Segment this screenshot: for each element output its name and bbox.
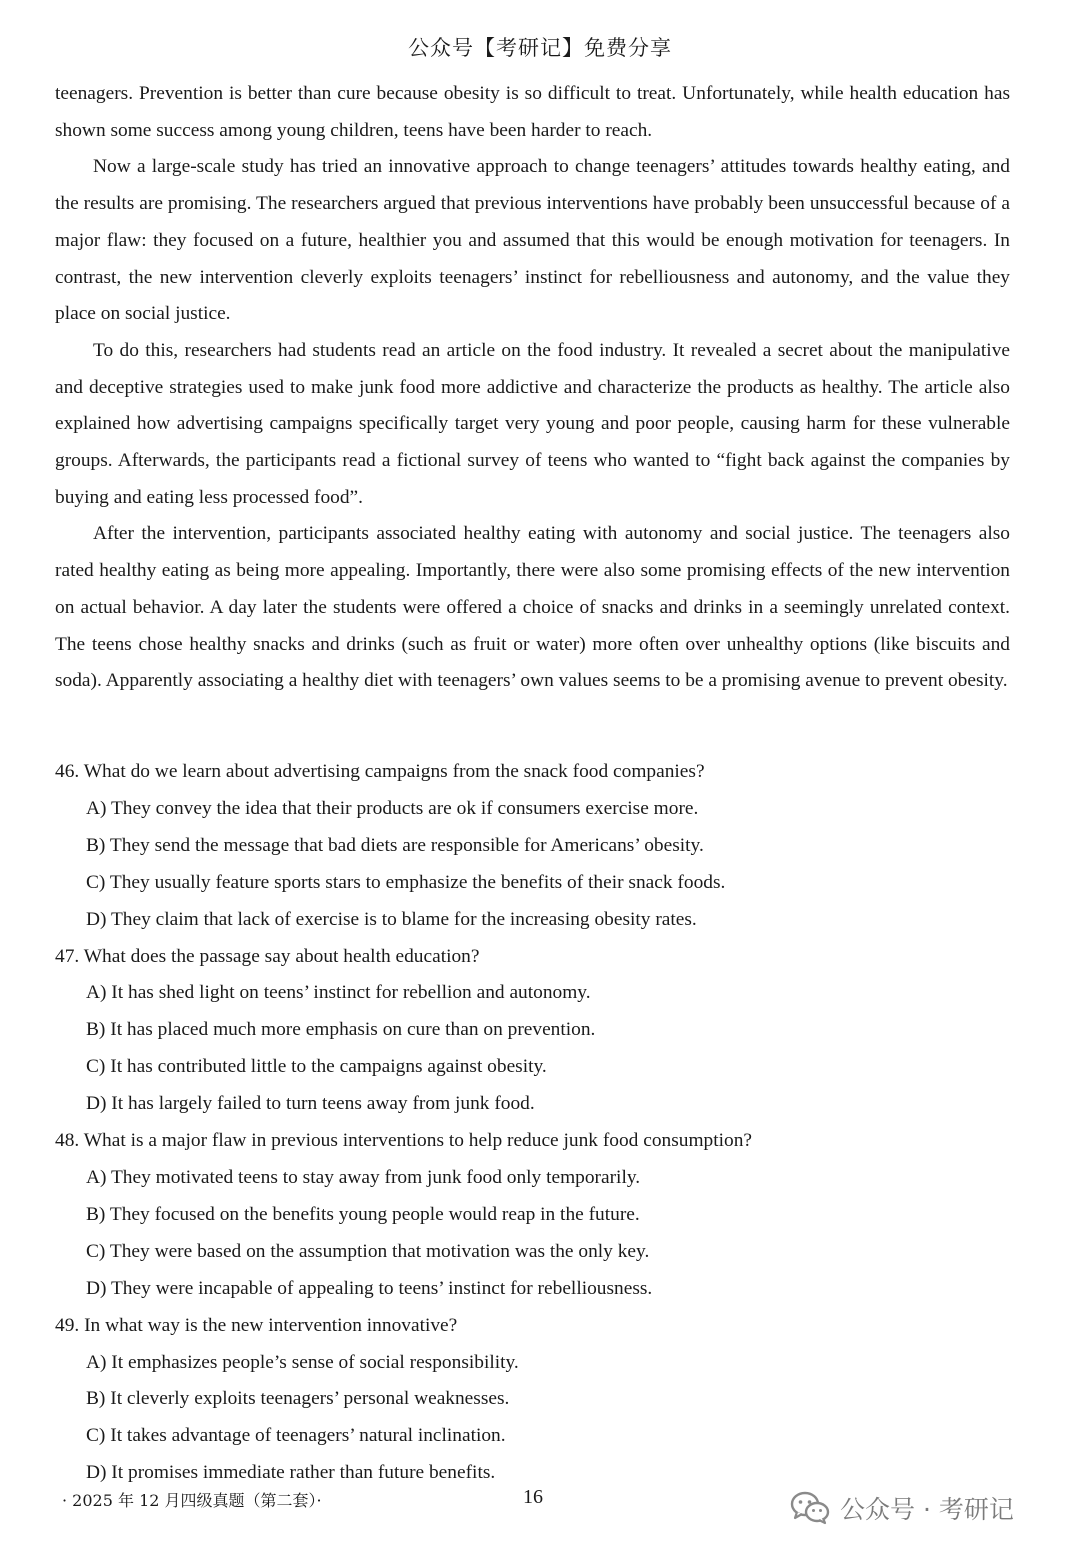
option-c: C) They usually feature sports stars to emphasize the benefits of their snack foods.	[86, 871, 726, 893]
option-b: B) It has placed much more emphasis on cure than on prevention.	[86, 1019, 596, 1041]
passage-paragraph: Now a large-scale study has tried an innovative approach to change teenagers’ attitudes towards healthy eating, and the results are promising. The researchers argued that previous interventions have probably been unsuccessful because of a major flaw: they focused on a future, healthier you and assumed that this would be enough motivation for teenagers. In contrast, the new intervention cleverly exploits teenagers’ instinct for rebelliousness and autonomy, and the value they place on social justice.	[55, 156, 1010, 325]
passage-paragraph: To do this, researchers had students read an article on the food industry. It revealed a secret about the manipulative and deceptive strategies used to make junk food more addictive and characterize the products as healthy. The article also explained how advertising campaigns specifically target very young and poor people, causing harm for these vulnerable groups. Afterwards, the participants read a fictional survey of teens who wanted to “fight back against the companies by buying and eating less processed food”.	[55, 339, 1010, 508]
option-d: D) It promises immediate rather than future benefits.	[86, 1462, 496, 1484]
option-a: A) They convey the idea that their products are ok if consumers exercise more.	[86, 797, 699, 819]
option-c: C) It takes advantage of teenagers’ natural inclination.	[86, 1425, 506, 1447]
question-48	[55, 1123, 1010, 1308]
page-header: 公众号【考研记】免费分享	[408, 36, 672, 60]
exam-label: · 2025 年 12 月四级真题（第二套）·	[62, 1491, 322, 1510]
passage-paragraph: After the intervention, participants associated healthy eating with autonomy and social justice. The teenagers also rated healthy eating as being more appealing. Importantly, there were also some promising effects of the new intervention on actual behavior. A day later the students were offered a choice of snacks and drinks in a seemingly unrelated context. The teens chose healthy snacks and drinks (such as fruit or water) more often over unhealthy options (like biscuits and soda). Apparently associating a healthy diet with teenagers’ own values seems to be a promising avenue to prevent obesity.	[55, 523, 1010, 692]
question-stem: 48. What is a major flaw in previous interventions to help reduce junk food consumption?	[55, 1130, 753, 1152]
option-d: D) They were incapable of appealing to teens’ instinct for rebelliousness.	[86, 1277, 653, 1299]
option-a: A) It has shed light on teens’ instinct for rebellion and autonomy.	[86, 982, 591, 1004]
passage-paragraph: teenagers. Prevention is better than cure because obesity is so difficult to treat. Unfortunately, while health education has shown some success among young children, teens have been harder to reach.	[55, 83, 1010, 141]
question-list	[55, 754, 1010, 1492]
option-d: D) It has largely failed to turn teens away from junk food.	[86, 1093, 535, 1115]
watermark-text: 公众号 · 考研记	[840, 1495, 1014, 1524]
question-46	[55, 754, 1010, 939]
question-stem: 49. In what way is the new intervention innovative?	[55, 1314, 458, 1336]
wechat-watermark	[790, 1490, 1014, 1526]
option-c: C) It has contributed little to the campaigns against obesity.	[86, 1056, 547, 1078]
option-a: A) It emphasizes people’s sense of social responsibility.	[86, 1351, 519, 1373]
option-b: B) They send the message that bad diets are responsible for Americans’ obesity.	[86, 834, 704, 856]
option-c: C) They were based on the assumption that motivation was the only key.	[86, 1240, 650, 1262]
question-stem: 47. What does the passage say about health education?	[55, 945, 480, 967]
option-b: B) It cleverly exploits teenagers’ personal weaknesses.	[86, 1388, 510, 1410]
reading-passage	[55, 76, 1010, 700]
option-b: B) They focused on the benefits young people would reap in the future.	[86, 1203, 640, 1225]
question-49	[55, 1308, 1010, 1493]
option-a: A) They motivated teens to stay away from junk food only temporarily.	[86, 1166, 641, 1188]
page-number: 16	[523, 1486, 543, 1508]
question-47	[55, 939, 1010, 1124]
question-stem: 46. What do we learn about advertising campaigns from the snack food companies?	[55, 761, 705, 782]
option-d: D) They claim that lack of exercise is to blame for the increasing obesity rates.	[86, 908, 697, 930]
wechat-icon	[790, 1491, 830, 1525]
